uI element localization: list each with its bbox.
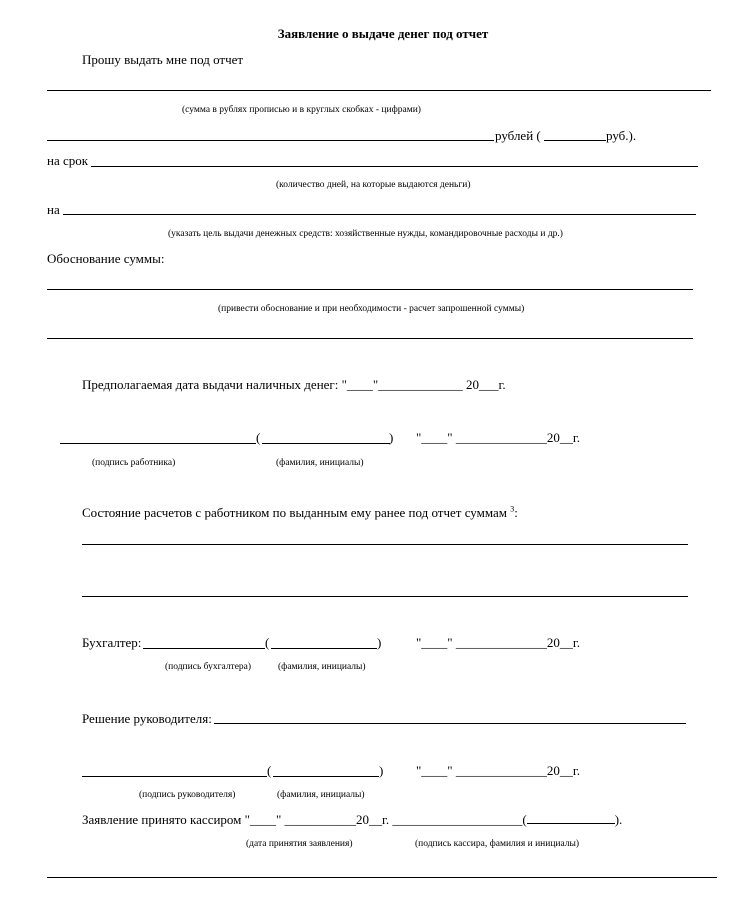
cashier-date-caption: (дата принятия заявления) xyxy=(246,839,353,849)
manager-date: "____" ______________20__г. xyxy=(416,763,580,778)
accountant-signature-caption: (подпись бухгалтера) xyxy=(165,662,252,672)
term-label: на срок xyxy=(47,153,89,168)
rubles-text: рублей ( xyxy=(495,128,541,143)
term-line[interactable] xyxy=(91,166,698,167)
expected-date-text: Предполагаемая дата выдачи наличных денег: "____"_____________ 20___г. xyxy=(82,377,506,392)
justification-line-2[interactable] xyxy=(47,338,693,339)
amount-caption: (сумма в рублях прописью и в круглых скобках - цифрами) xyxy=(182,105,421,115)
accountant-name-line[interactable] xyxy=(271,648,377,649)
employee-name-caption: (фамилия, инициалы) xyxy=(276,458,364,468)
justification-label: Обоснование суммы: xyxy=(47,251,165,266)
employee-signature-line[interactable] xyxy=(60,443,256,444)
manager-close-paren: ) xyxy=(379,763,384,778)
accountant-name-caption: (фамилия, инициалы) xyxy=(278,662,366,672)
accountant-close-paren: ) xyxy=(377,635,382,650)
accountant-open-paren: ( xyxy=(265,635,270,650)
manager-name-line[interactable] xyxy=(273,776,379,777)
accountant-date: "____" ______________20__г. xyxy=(416,635,580,650)
manager-open-paren: ( xyxy=(267,763,272,778)
justification-caption: (привести обоснование и при необходимости - расчет запрошенной суммы) xyxy=(218,304,525,314)
settlements-line-2[interactable] xyxy=(82,596,688,597)
cashier-signature-caption: (подпись кассира, фамилия и инициалы) xyxy=(415,839,580,849)
purpose-label: на xyxy=(47,202,60,217)
amount-words-line[interactable] xyxy=(47,140,494,141)
document-title: Заявление о выдаче денег под отчет xyxy=(277,26,489,41)
accountant-label: Бухгалтер: xyxy=(82,635,142,650)
purpose-caption: (указать цель выдачи денежных средств: хозяйственные нужды, командировочные расходы и др.) xyxy=(168,229,563,239)
accountant-signature-line[interactable] xyxy=(143,648,265,649)
settlements-text: Состояние расчетов с работником по выданным ему ранее под отчет суммам $^3$: xyxy=(82,504,518,520)
manager-signature-caption: (подпись руководителя) xyxy=(139,790,236,800)
bottom-divider xyxy=(47,877,717,878)
employee-close-paren: ) xyxy=(389,430,394,445)
employee-date: "____" ______________20__г. xyxy=(416,430,580,445)
manager-name-caption: (фамилия, инициалы) xyxy=(277,790,365,800)
settlements-line-1[interactable] xyxy=(82,544,688,545)
employee-name-line[interactable] xyxy=(262,443,390,444)
manager-decision-label: Решение руководителя: xyxy=(82,711,212,726)
amount-line[interactable] xyxy=(47,90,711,91)
justification-line-1[interactable] xyxy=(47,289,693,290)
term-caption: (количество дней, на которые выдаются деньги) xyxy=(276,180,471,190)
purpose-line[interactable] xyxy=(63,214,696,215)
employee-open-paren: ( xyxy=(256,430,261,445)
cashier-name-blank[interactable] xyxy=(527,812,615,824)
amount-digits-line[interactable] xyxy=(544,140,606,141)
manager-signature-line[interactable] xyxy=(82,776,267,777)
rub-text: руб.). xyxy=(606,128,637,143)
settlements-footnote: 3 xyxy=(510,504,515,514)
cashier-text: Заявление принято кассиром "____" ___________20__г. ____________________( ). xyxy=(82,812,623,827)
employee-signature-caption: (подпись работника) xyxy=(92,458,176,468)
manager-decision-line[interactable] xyxy=(214,723,686,724)
request-text: Прошу выдать мне под отчет xyxy=(82,52,244,67)
